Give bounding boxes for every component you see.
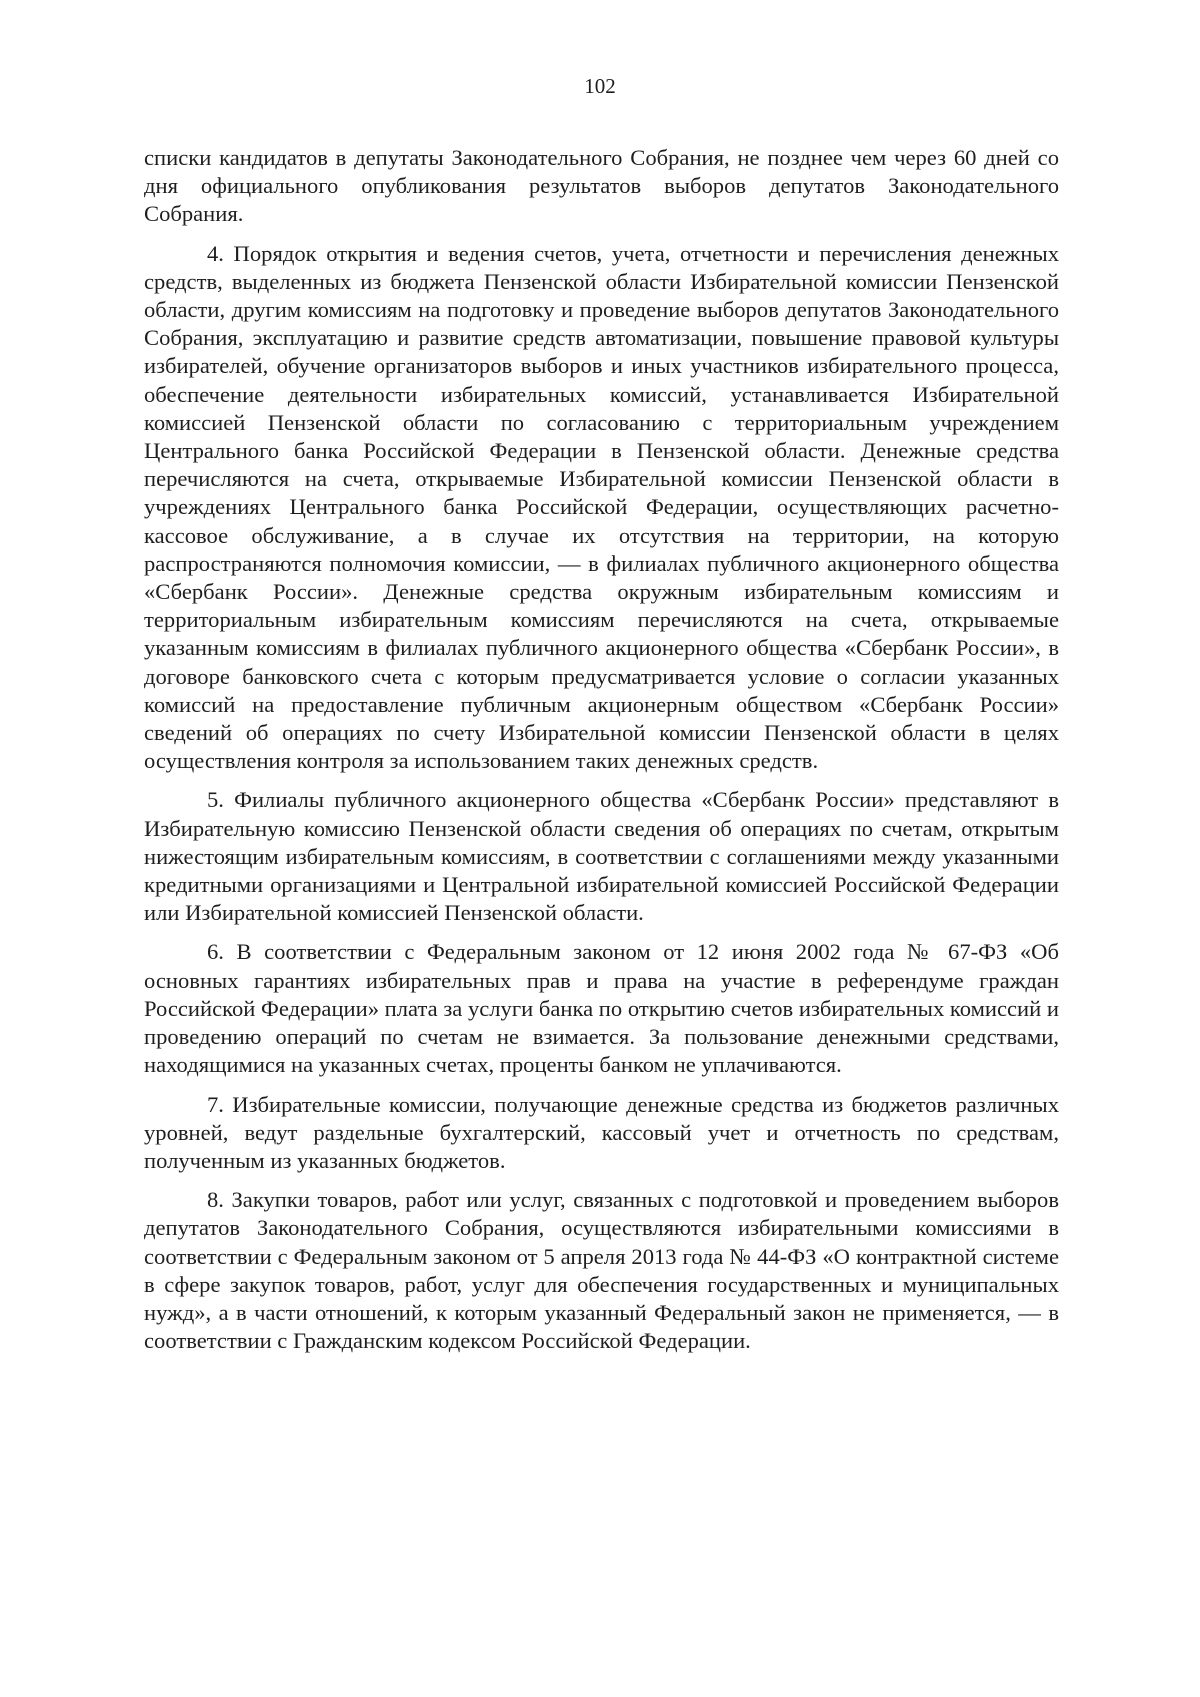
paragraph-item-5: 5. Филиалы публичного акционерного общества «Сбербанк России» представляют в Избирательную комиссию Пензенской области сведения об операциях по счетам, открытым нижестоящим избирательным комиссиям, в соответствии с соглашениями между указанными кредитными организациями и Центральной избирательной комиссией Российской Федерации или Избирательной комиссией Пензенской области. [144,787,1059,926]
page-number: 102 [584,74,616,98]
paragraph-continuation: списки кандидатов в депутаты Законодательного Собрания, не позднее чем через 60 дней со дня официального опубликования результатов выборов депутатов Законодательного Собрания. [144,145,1059,227]
paragraph-item-7: 7. Избирательные комиссии, получающие денежные средства из бюджетов различных уровней, ведут раздельные бухгалтерский, кассовый учет и отчетность по средствам, полученным из указанных бюджетов. [144,1091,1059,1173]
paragraph-item-4: 4. Порядок открытия и ведения счетов, учета, отчетности и перечисления денежных средств, выделенных из бюджета Пензенской области Избирательной комиссии Пензенской области, другим комиссиям на подготовку и проведение выборов депутатов Законодательного Собрания, эксплуатацию и развитие средств автоматизации, повышение правовой культуры избирателей, обучение организаторов выборов и иных участников избирательного процесса, обеспечение деятельности избирательных комиссий, устанавливается Избирательной комиссией Пензенской области по согласованию с территориальным учреждением Центрального банка Российской Федерации в Пензенской области. Денежные средства перечисляются на счета, открываемые Избирательной комиссии Пензенской области в учреждениях Центрального банка Российской Федерации, осуществляющих расчетно-кассовое обслуживание, а в случае их отсутствия на территории, на которую распространяются полномочия комиссии, — в филиалах публичного акционерного общества «Сбербанк России». Денежные средства окружным избирательным комиссиям и территориальным избирательным комиссиям перечисляются на счета, открываемые указанным комиссиям в филиалах публичного акционерного общества «Сбербанк России», в договоре банковского счета с которым предусматривается условие о согласии указанных комиссий на предоставление публичным акционерным обществом «Сбербанк России» сведений об операциях по счету Избирательной комиссии Пензенской области в целях осуществления контроля за использованием таких денежных средств. [144,240,1059,774]
paragraph-item-6: 6. В соответствии с Федеральным законом от 12 июня 2002 года № 67-ФЗ «Об основных гарантиях избирательных прав и права на участие в референдуме граждан Российской Федерации» плата за услуги банка по открытию счетов избирательных комиссий и проведению операций по счетам не взимается. За пользование денежными средствами, находящимися на указанных счетах, проценты банком не уплачиваются. [144,939,1059,1078]
document-body [144,144,1059,1366]
paragraph-item-8: 8. Закупки товаров, работ или услуг, связанных с подготовкой и проведением выборов депутатов Законодательного Собрания, осуществляются избирательными комиссиями в соответствии с Федеральным законом от 5 апреля 2013 года № 44-ФЗ «О контрактной системе в сфере закупок товаров, работ, услуг для обеспечения государственных и муниципальных нужд», а в части отношений, к которым указанный Федеральный закон не применяется, — в соответствии с Гражданским кодексом Российской Федерации. [144,1187,1059,1354]
